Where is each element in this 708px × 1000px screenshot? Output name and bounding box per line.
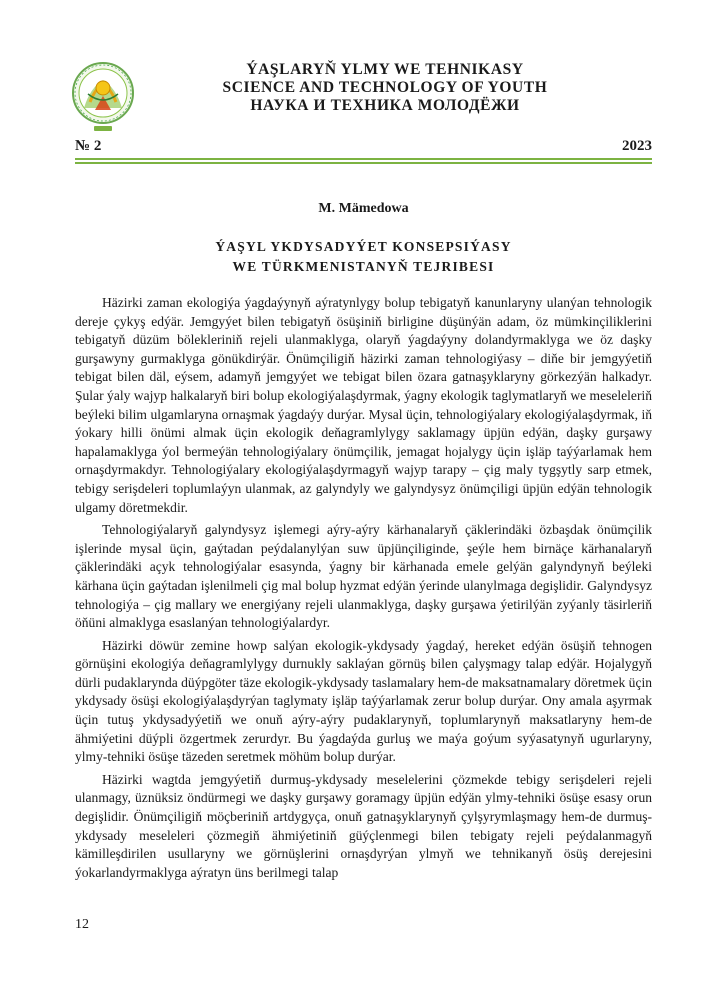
header-divider (75, 158, 652, 160)
journal-title-en: SCIENCE AND TECHNOLOGY OF YOUTH (222, 79, 548, 96)
paragraph: Tehnologiýalaryň galyndysyz işlemegi aýry-aýry kärhanalaryň çäklerindäki özbaşdak önümçilik işlerinde mysal üçin, gaýtadan peýdalanylýan suw üpjünçiliginde, şeýle hem birnäçe kärhanalaryň çäklerindäki açyk tehnologiýalar esasynda, ýagny bir kärhanada emele gelýän galyndynyň beýleki kärhana üçin gaýtadan işlenilmeli çig mal bolup hyzmat edýän ýerinde ulanylmaga degişlidir. Galyndysyz tehnologiýa – çig mallary we energiýany rejeli ulanmaklyga, daşky gurşawa ýetirilýän zyýanly täsirleriň öňüni almaklyga esaslanýan tehnologiýalardyr. (75, 522, 652, 631)
article-title-line2: WE TÜRKMENISTANYŇ TEJRIBESI (232, 259, 495, 274)
paragraph: Häzirki zaman ekologiýa ýagdaýynyň aýratynlygy bolup tebigatyň kanunlaryny ulanýan tehnologik dereje çykyş edýär. Jemgyýet bilen tebigatyň ösüşiniň birligine düşünýän adam, öz mümkinçiliklerini tebigatyň düzüm bölekleriniň rejeli ulanmaklyga, olaryň ýagdaýyny dolandyrmaklyga we öz daşky gurşawyny gurmaklyga gönükdirýär. Önümçiligiň häzirki zaman tehnologiýasy – diňe bir jemgyýetiň tebigat bilen däl, eýsem, adamyň jemgyýet we tebigat bilen özara gatnaşyklaryny görkezýän halkadyr. Şular ýaly wajyp halkalaryň biri bolup ekologiýalaşdyrmak, ýagny ekologik taglymatlaryň we meseleleriň beýleki bilim ulgamlaryna ornaşmak ýagdaýy durýar. Mysal üçin, tehnologiýalary ekologiýalaşdyrmak, iň ýokary hilli önümi almak üçin ekologik deňagramlylygy saklamagy üpjün edýän, daşky gurşawy hapalamaklyga ýol bermeýän tehnologiýalary önümçilik, jemagat hojalygy üçin işläp taýýarlamak hem ornaşdyrmakdyr. Tehnologiýalary ekologiýalaşdyrmagyň wajyp tarapy – çig maly tygşytly sarp etmek, tebigy serişdeleri toplumlaýyn ulanmak, az galyndyly we galyndysyz önümçiligi üpjün edýän tehnologik ulgamy döretmekdir. (75, 295, 652, 515)
journal-emblem-icon (70, 58, 136, 136)
article-author: M. Mämedowa (318, 201, 409, 216)
journal-titles (150, 61, 620, 115)
paragraph: Häzirki döwür zemine howp salýan ekologik-ykdysady ýagdaý, hereket edýän ösüşiň tehnogen görnüşini ekologiýa deňagramlylygy durnukly saklaýan görnüş bilen çalyşmagy talap edýär. Hojalygyň dürli pudaklarynda düýpgöter täze ekologik-ykdysady taslamalary hem-de maksatnamalary döretmek üçin ykdysady ösüşi ekologiýalaşdyrýan taglymaty işläp taýýarlamak zerur bolup durýar. Ony amala aşyrmak üçin tutuş ykdysadyýetiň we onuň aýry-aýry pudaklarynyň, toplumlarynyň maksatlaryny hem-de ähmiýetini düýpli özgertmek zerurdyr. Bu ýagdaýda gurluş we maýa goýum syýasatynyň ugurlaryny, ylmy-tehniki ösüşe täzeden seretmek möhüm bolup durýar. (75, 637, 652, 765)
article-title-line1: ÝAŞYL YKDYSADYÝET KONSEPSIÝASY (215, 239, 512, 254)
journal-title-tm: ÝAŞLARYŇ YLMY WE TEHNIKASY (246, 61, 524, 78)
article-body (75, 294, 652, 886)
paragraph: Häzirki wagtda jemgyýetiň durmuş-ykdysady meselelerini çözmekde tebigy serişdeleri rejeli ulanmagy, üznüksiz öndürmegi we daşky gurşawy goramagy üpjün edýän ylmy-tehniki ösüşe esasy orun degişlidir. Önümçiligiň möçberiniň artdygyça, onuň gatnaşyklarynyň çylşyrymlaşmagy hem-de durmuş-ykdysady meseleleri çözmegiň ähmiýetiniň güýçlenmegi bilen tebigaty rejeli peýdalanmagyň kämilleşdirilen usullaryny we görnüşlerini ornaşdyrýan ylmyň we tehnikanyň ösüş derejesini ýokarlandyrmaklyga aýratyn üns berilmegi talap (75, 771, 652, 880)
journal-title-ru: НАУКА И ТЕХНИКА МОЛОДЁЖИ (250, 97, 520, 114)
article-title (75, 237, 652, 277)
issue-number: № 2 (75, 138, 102, 154)
issue-line (75, 138, 652, 158)
page-number: 12 (75, 917, 89, 932)
issue-year: 2023 (622, 138, 652, 154)
header-divider-secondary (75, 162, 652, 164)
